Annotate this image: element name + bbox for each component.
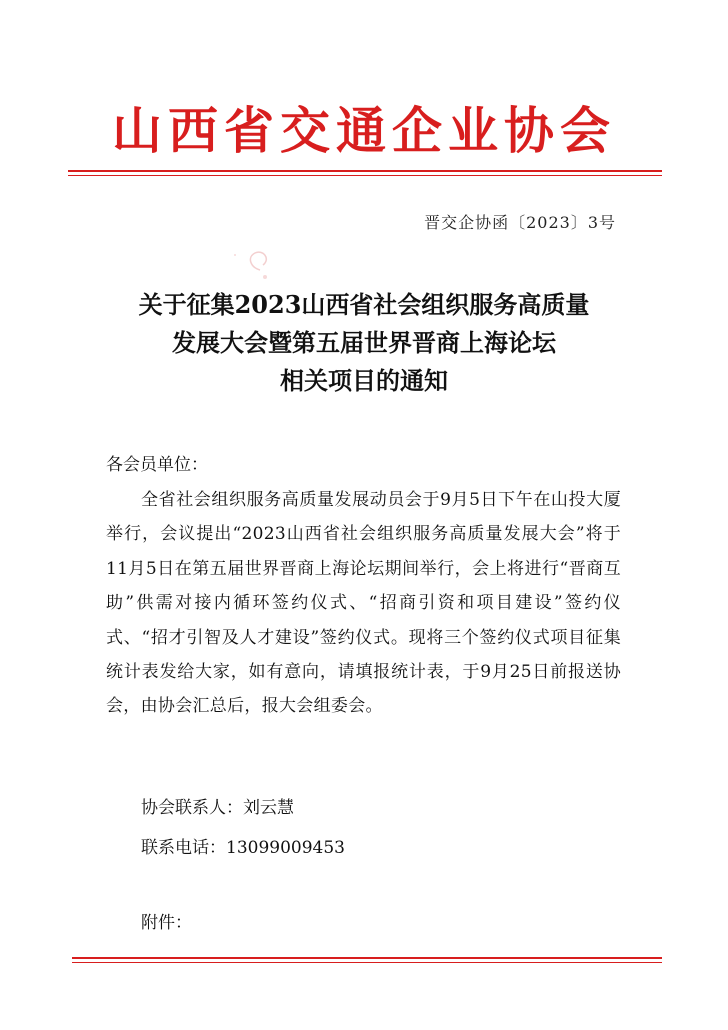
faint-stamp-mark xyxy=(205,195,315,295)
attachment-label: 附件： xyxy=(141,913,192,933)
contact-phone: 联系电话：13099009453 xyxy=(141,838,345,858)
contact-person: 协会联系人：刘云慧 xyxy=(141,798,294,818)
footer-rule-thick xyxy=(72,957,662,959)
title-line-2: 发展大会暨第五届世界晋商上海论坛 xyxy=(172,328,556,357)
title-line-3: 相关项目的通知 xyxy=(280,366,448,395)
header-rule-thick xyxy=(68,170,662,172)
salutation: 各会员单位： xyxy=(106,455,208,475)
organization-header: 山西省交通企业协会 xyxy=(112,101,616,160)
body-paragraph: 全省社会组织服务高质量发展动员会于9月5日下午在山投大厦举行，会议提出“2023山西省社会组织服务高质量发展大会”将于11月5日在第五届世界晋商上海论坛期间举行，会上将进行“晋商互助”供需对接内循环签约仪式、“招商引资和项目建设”签约仪式、“招才引智及人才建设”签约仪式。现将三个签约仪式项目征集统计表发给大家，如有意向，请填报统计表，于9月25日前报送协会，由协会汇总后，报大会组委会。 xyxy=(106,490,621,717)
header-rule-thin xyxy=(68,175,662,176)
document-number: 晋交企协函〔2023〕3号 xyxy=(424,213,616,232)
footer-rule-thin xyxy=(72,962,662,963)
title-line-1: 关于征集2023山西省社会组织服务高质量 xyxy=(138,290,590,319)
notice-title xyxy=(0,286,728,400)
